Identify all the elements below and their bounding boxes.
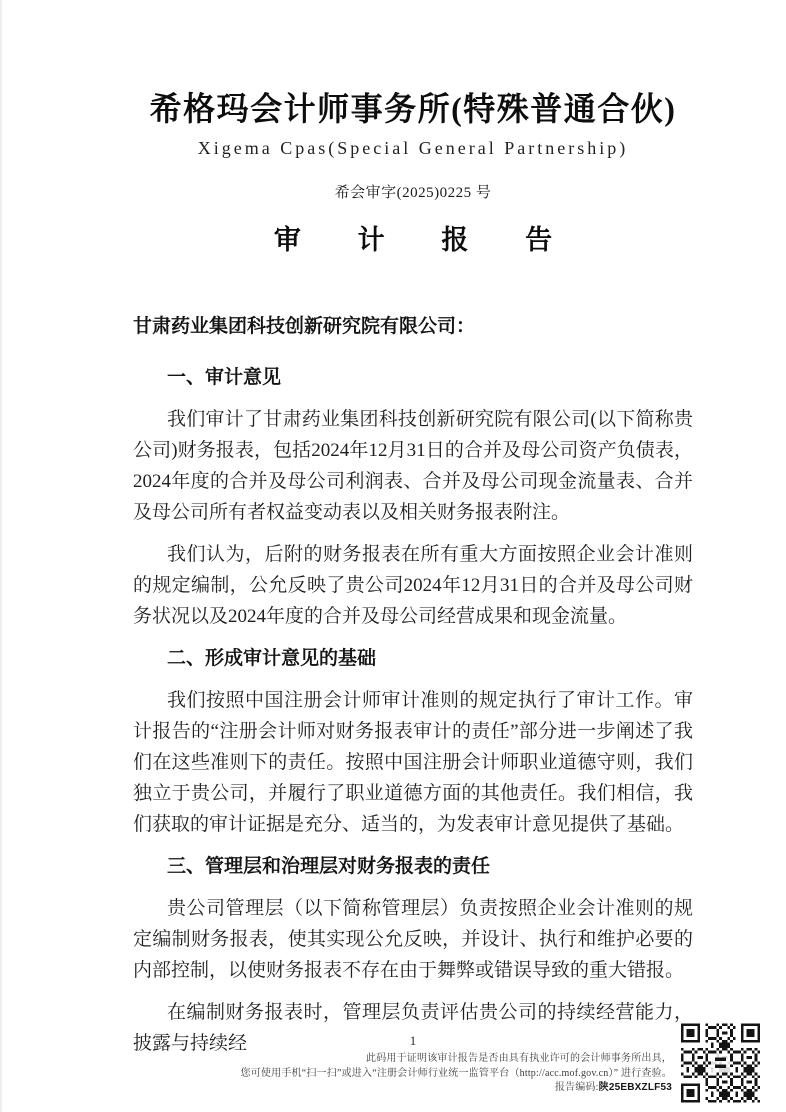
body-paragraph: 在编制财务报表时，管理层负责评估贵公司的持续经营能力，披露与持续经 <box>133 1002 693 1054</box>
qr-code-svg <box>681 1022 760 1104</box>
scan-edge-line <box>0 0 2 1112</box>
firm-name-chinese: 希格玛会计师事务所(特殊普通合伙) <box>149 90 677 128</box>
body-paragraph: 我们审计了甘肃药业集团科技创新研究院有限公司(以下简称贵公司)财务报表，包括2024年12月31日的合并及母公司资产负债表，2024年度的合并及母公司利润表、合并及母公司现金流量表、合并及母公司所有者权益变动表以及相关财务报表附注。 <box>133 409 693 523</box>
addressee-line: 甘肃药业集团科技创新研究院有限公司： <box>133 316 476 337</box>
section-heading-audit-opinion: 一、审计意见 <box>167 367 282 388</box>
verification-line-1: 此码用于证明该审计报告是否由具有执业许可的会计师事务所出具， <box>366 1053 672 1064</box>
verification-note <box>232 1052 672 1096</box>
firm-name-english: Xigema Cpas(Special General Partnership) <box>197 138 629 158</box>
report-title: 审 计 报 告 <box>273 225 578 255</box>
report-code-line <box>232 1081 672 1096</box>
document-content <box>133 0 693 1059</box>
report-code-label: 报告编码: <box>554 1082 599 1093</box>
section-heading-basis-for-opinion: 二、形成审计意见的基础 <box>167 648 377 669</box>
report-code-value: 陕25EBXZLF53 <box>598 1082 672 1093</box>
verification-line-2: 您可使用手机“扫一扫”或进入“注册会计师行业统一监管平台（http://acc.mof.gov.cn）” 进行查验。 <box>240 1067 672 1079</box>
report-header <box>133 90 693 257</box>
body-paragraph: 贵公司管理层（以下简称管理层）负责按照企业会计准则的规定编制财务报表，使其实现公允反映，并设计、执行和维护必要的内部控制，以使财务报表不存在由于舞弊或错误导致的重大错报。 <box>133 898 693 981</box>
body-paragraph: 我们按照中国注册会计师审计准则的规定执行了审计工作。审计报告的“注册会计师对财务报表审计的责任”部分进一步阐述了我们在这些准则下的责任。按照中国注册会计师职业道德守则，我们独立于贵公司，并履行了职业道德方面的其他责任。我们相信，我们获取的审计证据是充分、适当的，为发表审计意见提供了基础。 <box>133 690 693 835</box>
section-heading-management-responsibility: 三、管理层和治理层对财务报表的责任 <box>167 856 491 877</box>
qr-code-icon <box>681 1022 760 1104</box>
page-number: 1 <box>409 1033 417 1048</box>
document-number: 希会审字(2025)0225 号 <box>334 185 492 201</box>
body-paragraph: 我们认为，后附的财务报表在所有重大方面按照企业会计准则的规定编制，公允反映了贵公司2024年12月31日的合并及母公司财务状况以及2024年度的合并及母公司经营成果和现金流量。 <box>133 544 693 627</box>
